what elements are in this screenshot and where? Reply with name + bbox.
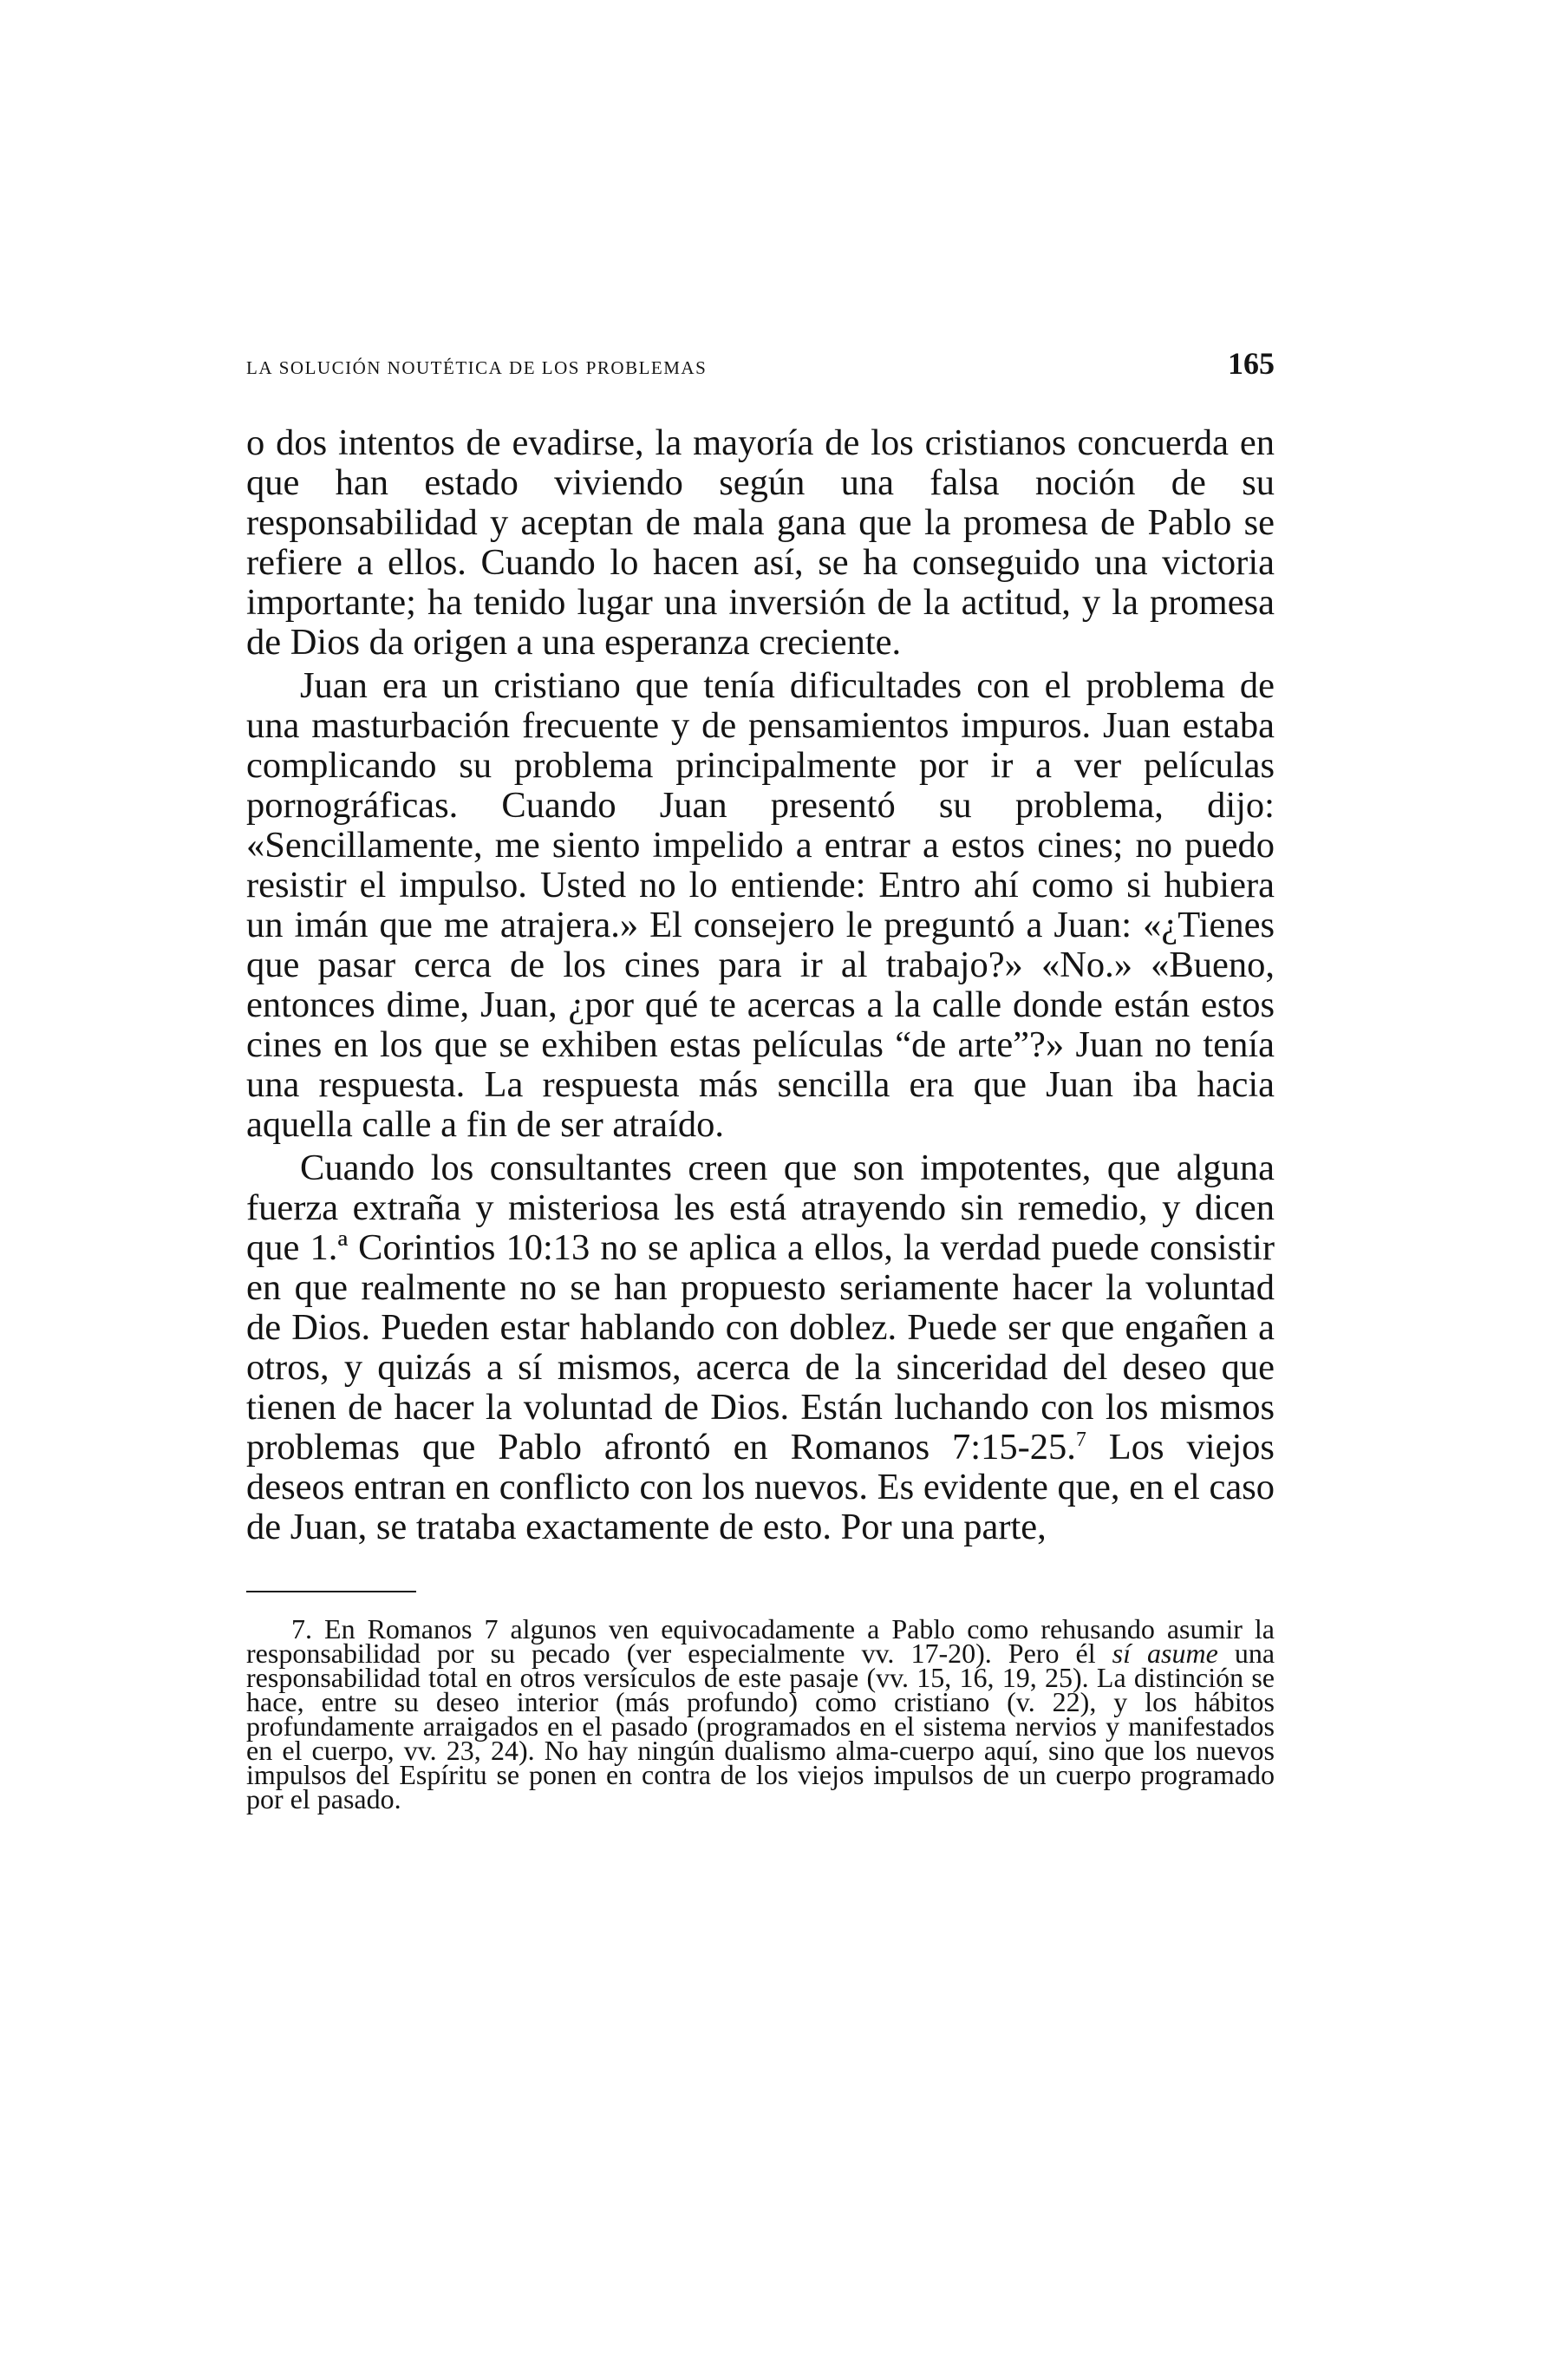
paragraph-3 — [246, 1148, 1275, 1547]
paragraph-2: Juan era un cristiano que tenía dificultades con el problema de una masturbación frecuente y de pensamientos impuros. Juan estaba complicando su problema principalmente por ir a ver películas pornográficas. Cuando Juan presentó su problema, dijo: «Sencillamente, me siento impelido a entrar a estos cines; no puedo resistir el impulso. Usted no lo entiende: Entro ahí como si hubiera un imán que me atrajera.» El consejero le preguntó a Juan: «¿Tienes que pasar cerca de los cines para ir al trabajo?» «No.» «Bueno, entonces dime, Juan, ¿por qué te acercas a la calle donde están estos cines en los que se exhiben estas películas “de arte”?» Juan no tenía una respuesta. La respuesta más sencilla era que Juan iba hacia aquella calle a fin de ser atraído. — [246, 665, 1275, 1145]
footnote-number: 7. — [291, 1613, 312, 1644]
footnote — [246, 1613, 1275, 1814]
footnote-reference: 7 — [1075, 1428, 1086, 1451]
paragraph-3-text-before: Cuando los consultantes creen que son impotentes, que alguna fuerza extraña y misteriosa les está atrayendo sin remedio, y dicen que 1.ª Corintios 10:13 no se aplica a ellos, la verdad puede consistir en que realmente no se han propuesto seriamente hacer la voluntad de Dios. Pueden estar hablando con doblez. Puede ser que engañen a otros, y quizás a sí mismos, acerca de la sinceridad del deseo que tienen de hacer la voluntad de Dios. Están luchando con los mismos problemas que Pablo afrontó en Romanos 7:15-25. — [246, 1148, 1275, 1468]
paragraph-3-text-after: Los viejos deseos entran en conflicto con los nuevos. Es evidente que, en el caso de Juan, se trataba exactamente de esto. Por una parte, — [246, 1427, 1275, 1547]
running-title: la solución noutética de los problemas — [246, 351, 708, 380]
body-text — [246, 423, 1275, 1547]
page-number: 165 — [1228, 346, 1275, 381]
footnote-emphasis: sí asume — [1112, 1638, 1218, 1669]
footnote-text-a: En Romanos 7 algunos ven equivocadamente a Pablo como rehusando asumir la responsabilidad por su pecado (ver especialmente vv. 17-20). Pero él — [246, 1613, 1275, 1669]
footnote-text-b: una responsabilidad total en otros versículos de este pasaje (vv. 15, 16, 19, 25). La distinción se hace, entre su deseo interior (más profundo) como cristiano (v. 22), y los hábitos profundamente arraigados en el pasado (programados en el sistema nervios y manifestados en el cuerpo, vv. 23, 24). No hay ningún dualismo alma-cuerpo aquí, sino que los nuevos impulsos del Espíritu se ponen en contra de los viejos impulsos de un cuerpo programado por el pasado. — [246, 1638, 1275, 1814]
footnote-divider — [246, 1591, 416, 1592]
paragraph-1: o dos intentos de evadirse, la mayoría de los cristianos concuerda en que han estado viviendo según una falsa noción de su responsabilidad y aceptan de mala gana que la promesa de Pablo se refiere a ellos. Cuando lo hacen así, se ha conseguido una victoria importante; ha tenido lugar una inversión de la actitud, y la promesa de Dios da origen a una esperanza creciente. — [246, 422, 1275, 663]
book-page — [246, 345, 1275, 1814]
running-head — [246, 345, 1275, 394]
